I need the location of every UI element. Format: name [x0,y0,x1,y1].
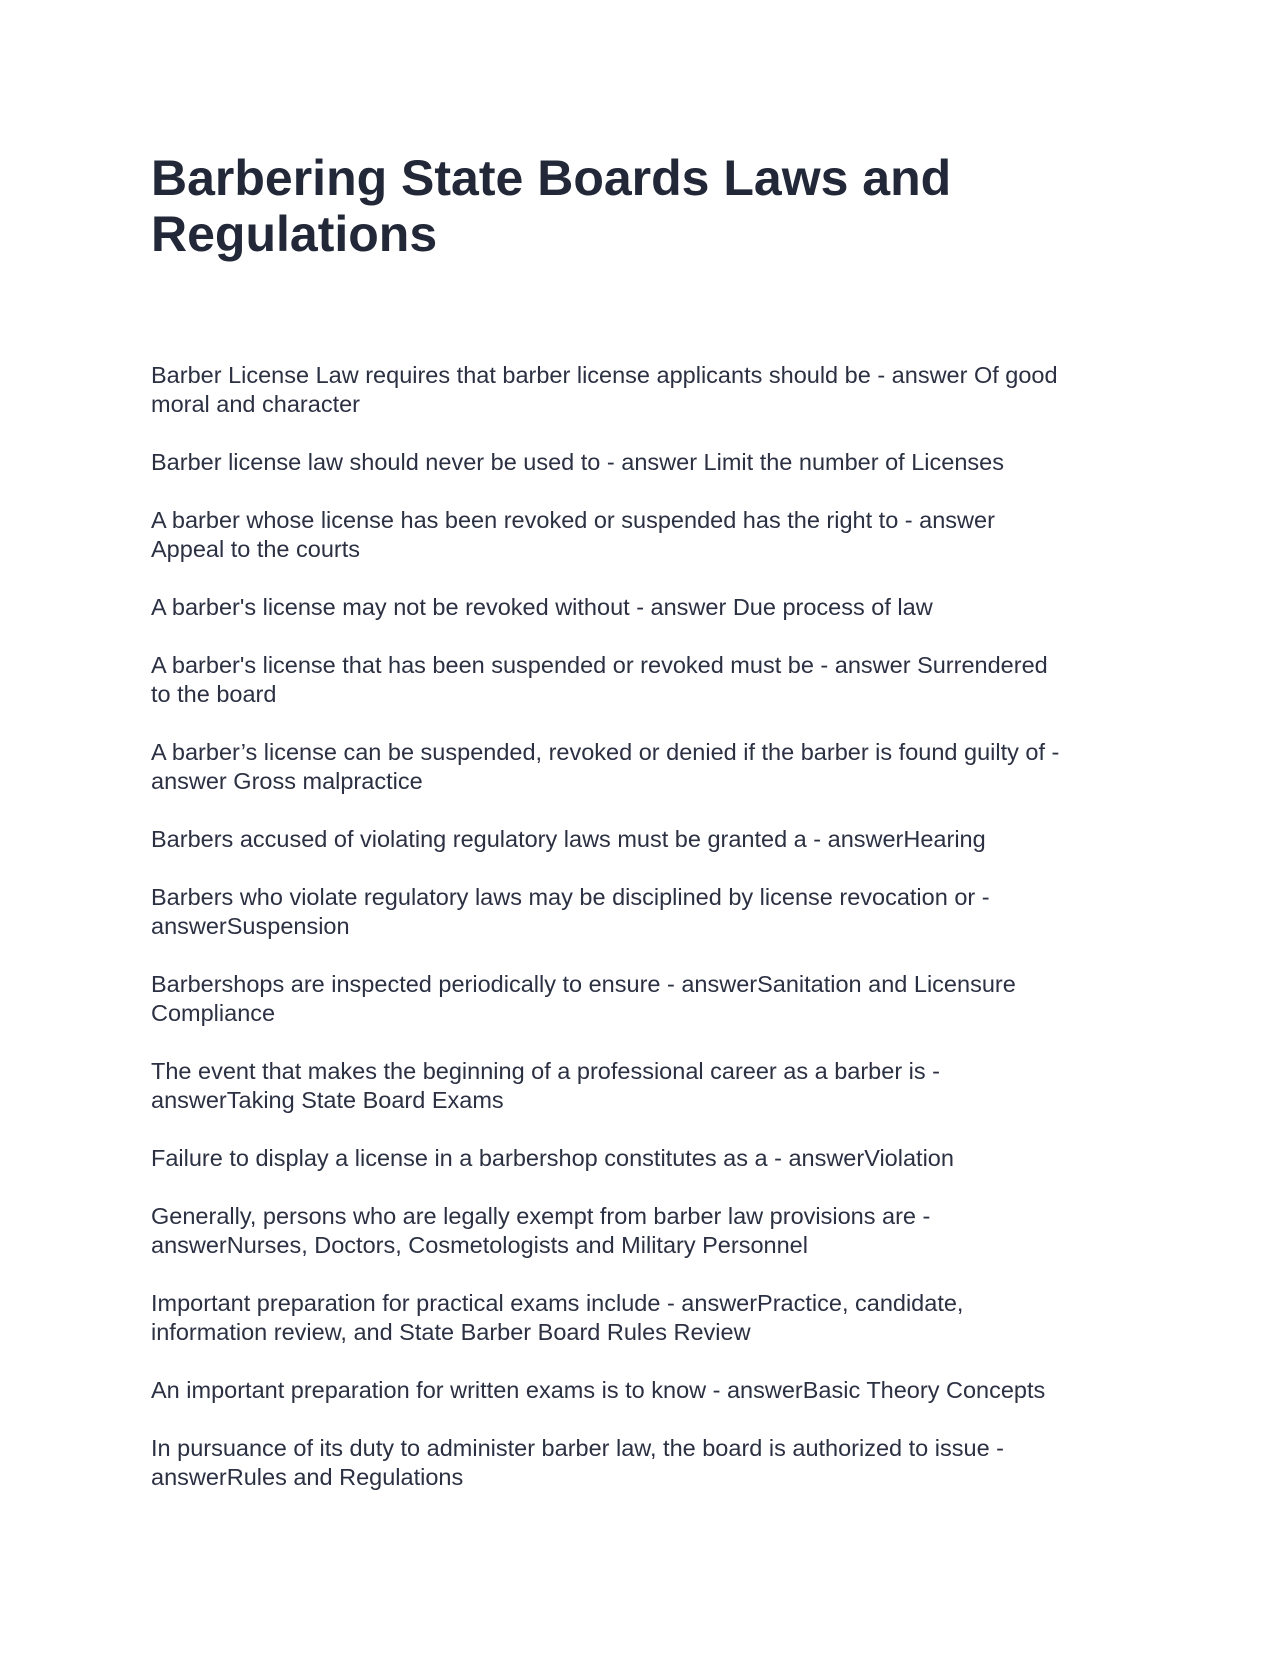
qa-line: A barber whose license has been revoked or suspended has the right to - answer [151,507,995,533]
qa-item [151,1144,1151,1173]
qa-line: information review, and State Barber Board Rules Review [151,1319,751,1345]
qa-line: answerSuspension [151,913,350,939]
qa-line: Barbers who violate regulatory laws may be disciplined by license revocation or - [151,884,990,910]
qa-line: answerNurses, Doctors, Cosmetologists and Military Personnel [151,1232,808,1258]
qa-line: Compliance [151,1000,276,1026]
qa-line: answerRules and Regulations [151,1464,464,1490]
qa-item [151,970,1151,1028]
qa-line: Barber license law should never be used to - answer Limit the number of Licenses [151,449,1004,475]
qa-item [151,1057,1151,1115]
qa-line: A barber's license that has been suspended or revoked must be - answer Surrendered [151,652,1048,678]
qa-line: Important preparation for practical exams include - answerPractice, candidate, [151,1290,964,1316]
qa-line: moral and character [151,391,360,417]
qa-line: answerTaking State Board Exams [151,1087,504,1113]
qa-line: Appeal to the courts [151,536,361,562]
qa-item [151,448,1151,477]
qa-item [151,651,1151,709]
document-title: Barbering State Boards Laws and Regulations [151,150,952,262]
qa-item [151,825,1151,854]
qa-line: The event that makes the beginning of a professional career as a barber is - [151,1058,941,1084]
qa-line: to the board [151,681,277,707]
qa-item [151,1202,1151,1260]
qa-line: answer Gross malpractice [151,768,423,794]
qa-line: A barber's license may not be revoked without - answer Due process of law [151,594,933,620]
qa-list [151,361,1151,1492]
qa-item [151,593,1151,622]
qa-line: An important preparation for written exams is to know - answerBasic Theory Concepts [151,1377,1046,1403]
qa-item [151,1376,1151,1405]
qa-line: Barber License Law requires that barber license applicants should be - answer Of good [151,362,1058,388]
qa-line: A barber’s license can be suspended, revoked or denied if the barber is found guilty of - [151,739,1060,765]
qa-item [151,1434,1151,1492]
qa-item [151,738,1151,796]
qa-item [151,361,1151,419]
qa-line: Barbershops are inspected periodically to ensure - answerSanitation and Licensure [151,971,1016,997]
qa-item [151,883,1151,941]
qa-item [151,506,1151,564]
qa-line: Generally, persons who are legally exempt from barber law provisions are - [151,1203,931,1229]
qa-line: Failure to display a license in a barbershop constitutes as a - answerViolation [151,1145,954,1171]
qa-line: Barbers accused of violating regulatory laws must be granted a - answerHearing [151,826,986,852]
qa-item [151,1289,1151,1347]
qa-line: In pursuance of its duty to administer barber law, the board is authorized to issue - [151,1435,1004,1461]
document-page [151,150,1151,1521]
